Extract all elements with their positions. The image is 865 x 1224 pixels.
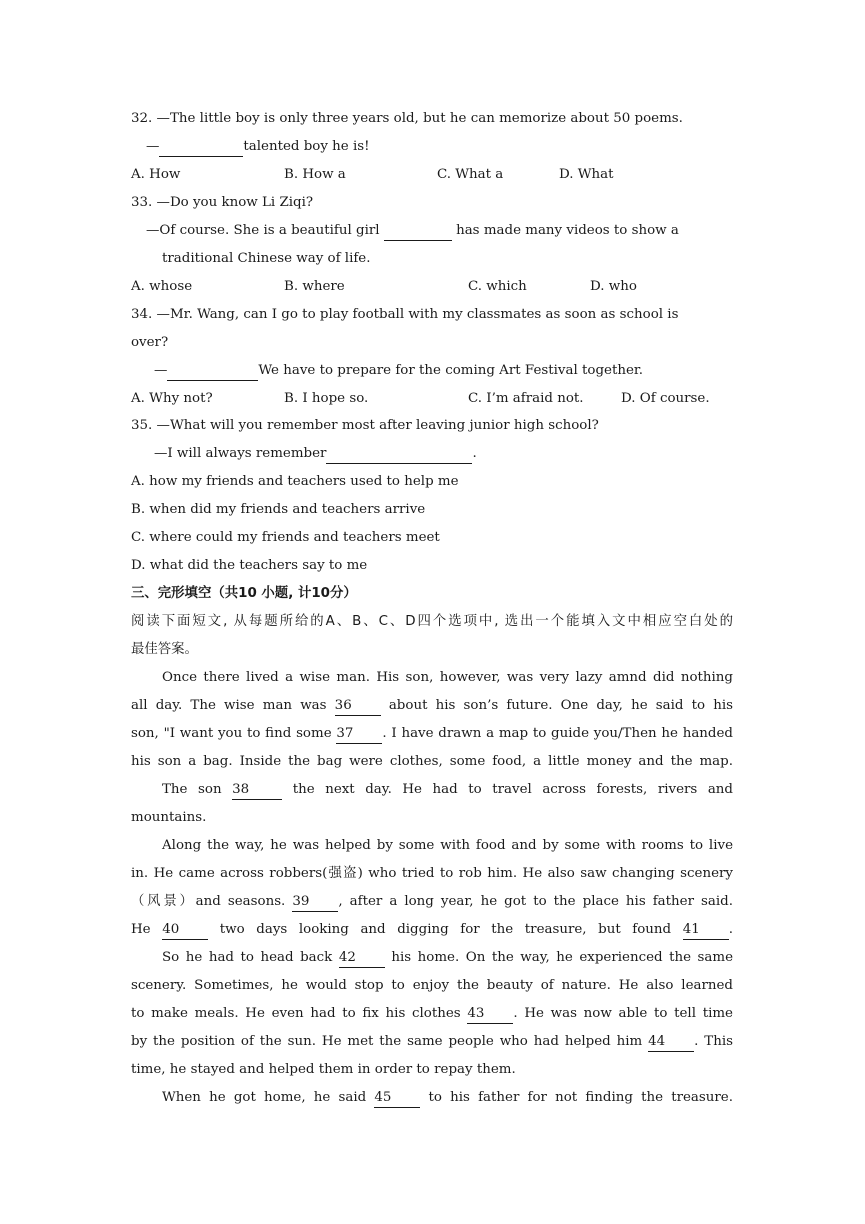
- q33-blank: [384, 222, 452, 241]
- passage-line: [131, 1000, 733, 1028]
- q35-response-end: .: [472, 446, 477, 461]
- q34-options: [131, 385, 733, 413]
- q33-option-a: A. whose: [131, 279, 193, 294]
- q32-response: [146, 133, 733, 161]
- passage-text: The son: [162, 782, 222, 797]
- q33-response-cont: traditional Chinese way of life.: [162, 251, 371, 266]
- q33-response-end: has made many videos to show a: [456, 223, 679, 238]
- q35-option-c: C. where could my friends and teachers meet: [131, 530, 440, 545]
- passage-line: scenery. Sometimes, he would stop to enjoy the beauty of nature. He also learned: [131, 978, 733, 993]
- blank-40: 40: [162, 921, 208, 940]
- q32-response-text: talented boy he is!: [243, 139, 370, 154]
- passage-line: [162, 776, 733, 804]
- passage-text: son, "I want you to find some: [131, 726, 332, 741]
- q35-response-start: —I will always remember: [154, 446, 327, 461]
- q35-response: [154, 440, 733, 468]
- blank-41: 41: [683, 921, 729, 940]
- section-heading: 三、完形填空（共10 小题, 计10分）: [131, 586, 357, 601]
- q32-option-b: B. How a: [284, 167, 346, 182]
- q34-response-text: We have to prepare for the coming Art Festival together.: [258, 363, 644, 378]
- blank-42: 42: [339, 949, 385, 968]
- q32-options: [131, 161, 733, 189]
- passage-text: .: [728, 922, 733, 937]
- blank-44: 44: [648, 1033, 694, 1052]
- q35-blank: [326, 445, 472, 464]
- passage-text: . This: [694, 1034, 733, 1049]
- passage-text: He: [131, 922, 151, 937]
- q34-option-a: A. Why not?: [131, 391, 213, 406]
- q33-stem: 33. —Do you know Li Ziqi?: [131, 195, 314, 210]
- passage-line: [131, 888, 733, 916]
- q32-option-c: C. What a: [437, 167, 504, 182]
- passage-text: When he got home, he said: [162, 1090, 367, 1105]
- passage-text: the next day. He had to travel across forests, rivers and: [292, 782, 734, 797]
- q33-option-c: C. which: [468, 279, 527, 294]
- passage-text: . He was now able to tell time: [513, 1006, 733, 1021]
- section-instruction: 阅读下面短文, 从每题所给的A、B、C、D四个选项中, 选出一个能填入文中相应空白处的: [131, 614, 733, 629]
- passage-line: [131, 1028, 733, 1056]
- q34-blank: [167, 362, 258, 381]
- q34-option-d: D. Of course.: [621, 391, 710, 406]
- q33-option-b: B. where: [284, 279, 345, 294]
- passage-line: mountains.: [131, 810, 207, 825]
- passage-text: by the position of the sun. He met the same people who had helped him: [131, 1034, 643, 1049]
- passage-text: （风景）and seasons.: [131, 894, 286, 909]
- q32-option-d: D. What: [559, 167, 614, 182]
- passage-text: So he had to head back: [162, 950, 333, 965]
- q35-option-d: D. what did the teachers say to me: [131, 558, 368, 573]
- passage-text: , after a long year, he got to the place his father said.: [338, 894, 733, 909]
- blank-45: 45: [374, 1089, 420, 1108]
- q32-dash: —: [146, 139, 160, 154]
- blank-36: 36: [335, 697, 381, 716]
- q32-blank: [159, 138, 243, 157]
- passage-text: to make meals. He even had to fix his clothes: [131, 1006, 461, 1021]
- q32-stem: 32. —The little boy is only three years old, but he can memorize about 50 poems.: [131, 111, 683, 126]
- passage-text: about his son’s future. One day, he said to his: [388, 698, 733, 713]
- q34-stem-cont: over?: [131, 335, 169, 350]
- passage-line: [131, 720, 733, 748]
- passage-line: [162, 944, 733, 972]
- passage-line: time, he stayed and helped them in order to repay them.: [131, 1062, 516, 1077]
- blank-39: 39: [292, 893, 338, 912]
- q34-response: [154, 357, 733, 385]
- blank-37: 37: [336, 725, 382, 744]
- passage-line: Once there lived a wise man. His son, however, was very lazy amnd did nothing: [162, 670, 733, 685]
- passage-line: his son a bag. Inside the bag were clothes, some food, a little money and the map.: [131, 754, 733, 769]
- q34-option-b: B. I hope so.: [284, 391, 369, 406]
- q35-option-a: A. how my friends and teachers used to help me: [131, 474, 459, 489]
- q33-options: [131, 273, 733, 301]
- passage-text: his home. On the way, he experienced the same: [391, 950, 734, 965]
- q33-response-start: —Of course. She is a beautiful girl: [146, 223, 380, 238]
- q32-option-a: A. How: [131, 167, 181, 182]
- q34-option-c: C. I’m afraid not.: [468, 391, 584, 406]
- q34-stem: 34. —Mr. Wang, can I go to play football with my classmates as soon as school is: [131, 307, 679, 322]
- section-instruction-cont: 最佳答案。: [131, 642, 198, 657]
- passage-line: [131, 916, 733, 944]
- passage-line: Along the way, he was helped by some with food and by some with rooms to live: [162, 838, 733, 853]
- passage-text: to his father for not finding the treasure.: [428, 1090, 733, 1105]
- passage-line: [131, 692, 733, 720]
- blank-43: 43: [467, 1005, 513, 1024]
- passage-text: two days looking and digging for the treasure, but found: [219, 922, 672, 937]
- q35-stem: 35. —What will you remember most after leaving junior high school?: [131, 418, 599, 433]
- passage-text: all day. The wise man was: [131, 698, 327, 713]
- blank-38: 38: [232, 781, 282, 800]
- passage-line: in. He came across robbers(强盗) who tried to rob him. He also saw changing scenery: [131, 866, 733, 881]
- passage-text: . I have drawn a map to guide you/Then he handed: [382, 726, 733, 741]
- q34-dash: —: [154, 363, 168, 378]
- q33-option-d: D. who: [590, 279, 637, 294]
- passage-line: [162, 1084, 733, 1112]
- q33-response: [146, 217, 733, 245]
- q35-option-b: B. when did my friends and teachers arrive: [131, 502, 426, 517]
